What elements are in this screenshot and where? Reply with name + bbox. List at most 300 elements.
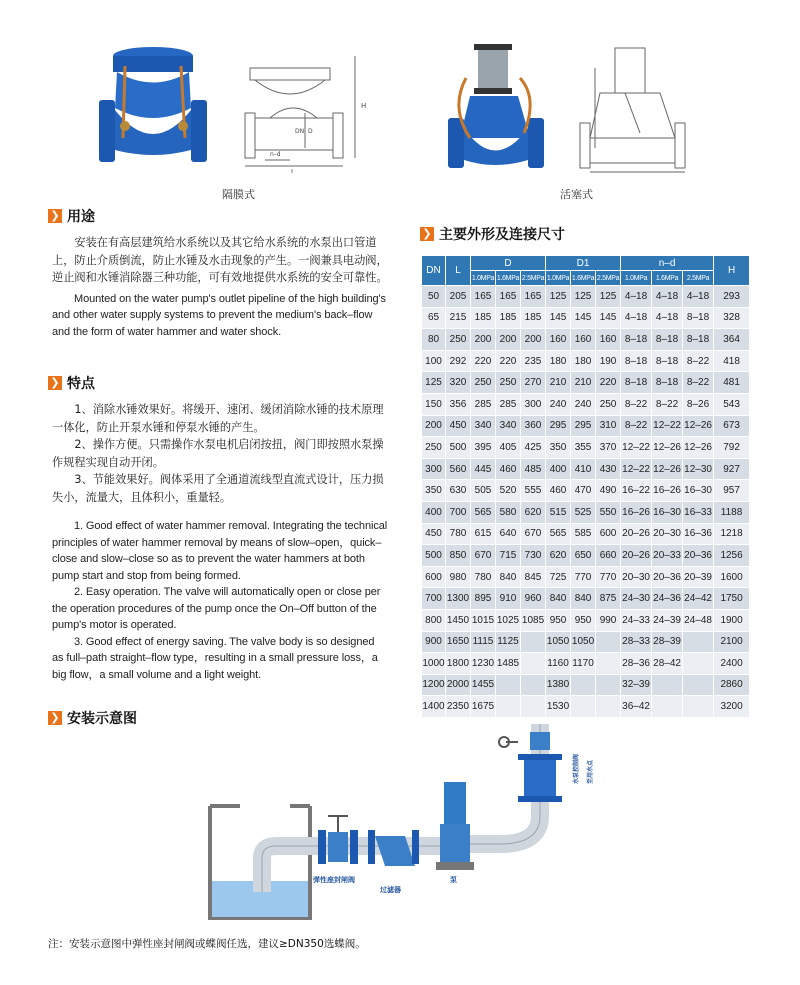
table-cell: 4–18 [621, 286, 652, 308]
table-cell: 673 [714, 415, 750, 437]
feature-en-2: 2. Easy operation. The valve will automatically open or close per the operation procedures of the pump once the On–Off button of the pump's motor is operated. [52, 586, 381, 631]
table-cell: 950 [571, 609, 596, 631]
table-cell: 28–42 [652, 653, 683, 675]
table-cell: 560 [446, 458, 471, 480]
control-valve [499, 732, 562, 802]
feature-en-1: 1. Good effect of water hammer removal. Integrating the technical principles of water hammer removal by means of slow–open，quick–close and slow–close so as to prevent the water hammers at both pump start and stop from being formed. [52, 520, 388, 582]
table-cell: 425 [521, 437, 546, 459]
table-cell: 395 [471, 437, 496, 459]
th-d1-p3: 2.5MPa [596, 271, 621, 286]
table-cell: 4–18 [621, 307, 652, 329]
table-cell: 1170 [571, 653, 596, 675]
table-cell: 1485 [496, 653, 521, 675]
table-cell: 220 [471, 350, 496, 372]
table-cell: 320 [446, 372, 471, 394]
table-cell: 2400 [714, 653, 750, 675]
dim-h-label: H [361, 102, 367, 110]
table-cell: 445 [471, 458, 496, 480]
table-cell: 20–36 [683, 545, 714, 567]
table-cell: 200 [422, 415, 446, 437]
table-cell: 250 [422, 437, 446, 459]
diaphragm-valve-drawing [245, 56, 355, 166]
table-cell [596, 674, 621, 696]
table-cell: 580 [496, 501, 521, 523]
table-cell: 895 [471, 588, 496, 610]
table-cell: 700 [446, 501, 471, 523]
table-cell: 1650 [446, 631, 471, 653]
table-cell: 180 [546, 350, 571, 372]
table-cell: 16–30 [683, 480, 714, 502]
table-cell: 4–18 [652, 307, 683, 329]
th-d1-p1: 1.0MPa [546, 271, 571, 286]
table-cell: 1455 [471, 674, 496, 696]
table-cell: 470 [571, 480, 596, 502]
table-cell: 185 [521, 307, 546, 329]
table-cell: 350 [546, 437, 571, 459]
table-cell [652, 674, 683, 696]
table-cell: 418 [714, 350, 750, 372]
table-cell: 450 [422, 523, 446, 545]
table-cell: 24–30 [621, 588, 652, 610]
table-cell: 400 [546, 458, 571, 480]
table-cell: 715 [496, 545, 521, 567]
table-cell: 20–33 [652, 545, 683, 567]
dimensions-table-wrap [421, 255, 750, 718]
th-d1-p2: 1.6MPa [571, 271, 596, 286]
table-cell: 250 [446, 329, 471, 351]
table-cell: 145 [596, 307, 621, 329]
table-cell: 200 [496, 329, 521, 351]
table-cell: 350 [422, 480, 446, 502]
piston-valve-illustration [440, 38, 700, 178]
table-cell: 400 [422, 501, 446, 523]
table-cell: 28–33 [621, 631, 652, 653]
table-cell: 165 [521, 286, 546, 308]
install-title: 安装示意图 [67, 711, 137, 727]
table-cell: 20–30 [652, 523, 683, 545]
table-cell: 145 [571, 307, 596, 329]
table-cell: 1125 [496, 631, 521, 653]
table-cell: 8–18 [621, 329, 652, 351]
table-cell: 165 [496, 286, 521, 308]
table-cell: 555 [521, 480, 546, 502]
th-nd-p2: 1.6MPa [652, 271, 683, 286]
table-cell: 2350 [446, 696, 471, 718]
table-cell: 160 [571, 329, 596, 351]
table-cell: 12–22 [621, 458, 652, 480]
table-cell: 285 [471, 393, 496, 415]
table-row [422, 286, 750, 308]
table-cell: 28–39 [652, 631, 683, 653]
features-title: 特点 [67, 376, 95, 392]
table-cell: 960 [521, 588, 546, 610]
table-cell: 1400 [422, 696, 446, 718]
table-cell [596, 631, 621, 653]
table-cell: 1675 [471, 696, 496, 718]
dimensions-heading [420, 224, 565, 244]
caption-diaphragm: 隔膜式 [222, 188, 255, 201]
table-cell: 850 [446, 545, 471, 567]
table-cell: 356 [446, 393, 471, 415]
chevron-right-icon: ❯ [48, 376, 62, 390]
table-cell: 8–18 [652, 329, 683, 351]
table-cell: 1600 [714, 566, 750, 588]
table-cell: 12–22 [621, 437, 652, 459]
table-cell: 1050 [546, 631, 571, 653]
table-cell: 36–42 [621, 696, 652, 718]
installation-diagram [200, 706, 600, 928]
table-cell: 1025 [496, 609, 521, 631]
table-cell: 640 [496, 523, 521, 545]
usage-heading [48, 206, 95, 226]
table-cell: 1115 [471, 631, 496, 653]
table-row [422, 545, 750, 567]
table-cell [596, 653, 621, 675]
table-cell: 3200 [714, 696, 750, 718]
table-cell: 780 [471, 566, 496, 588]
table-cell: 770 [571, 566, 596, 588]
table-cell: 8–22 [621, 393, 652, 415]
table-cell: 12–26 [652, 437, 683, 459]
table-cell: 1380 [546, 674, 571, 696]
usage-cn: 安装在有高层建筑给水系统以及其它给水系统的水泵出口管道上，防止介质倒流，防止水锤及水击现象的产生。一阀兼具电动阀，逆止阀和水锤消除器三种功能，可有效地提供水系统的安全可靠性。 [52, 236, 388, 284]
feature-cn-3: 3、节能效果好。阀体采用了全通道流线型直流式设计，压力损失小，流量大，且体积小，重量轻。 [52, 473, 384, 504]
table-cell: 20–26 [621, 545, 652, 567]
table-cell: 24–48 [683, 609, 714, 631]
features-text [52, 401, 388, 683]
table-cell: 1085 [521, 609, 546, 631]
diaphragm-valve-photo [99, 47, 207, 162]
table-cell: 20–26 [621, 523, 652, 545]
table-cell: 1800 [446, 653, 471, 675]
table-cell: 8–18 [683, 329, 714, 351]
table-cell: 292 [446, 350, 471, 372]
table-cell: 165 [471, 286, 496, 308]
table-row [422, 609, 750, 631]
table-cell: 8–18 [652, 372, 683, 394]
table-cell: 16–33 [683, 501, 714, 523]
table-cell: 24–36 [652, 588, 683, 610]
table-cell: 8–22 [683, 350, 714, 372]
table-row [422, 631, 750, 653]
usage-en: Mounted on the water pump's outlet pipeline of the high building's and other water supply systems to prevent the medium's back–flow and the form of water hammer and water shock. [52, 292, 386, 338]
table-cell: 840 [496, 566, 521, 588]
table-cell: 650 [571, 545, 596, 567]
table-cell: 160 [596, 329, 621, 351]
dimensions-table-body [422, 286, 750, 718]
table-cell: 700 [422, 588, 446, 610]
table-cell: 185 [471, 307, 496, 329]
table-cell: 515 [546, 501, 571, 523]
table-cell: 65 [422, 307, 446, 329]
dimensions-title: 主要外形及连接尺寸 [439, 227, 565, 243]
table-cell: 12–26 [652, 458, 683, 480]
table-cell: 460 [546, 480, 571, 502]
table-cell: 1218 [714, 523, 750, 545]
table-cell: 16–26 [652, 480, 683, 502]
table-cell: 220 [596, 372, 621, 394]
table-cell: 250 [496, 372, 521, 394]
th-d-p1: 1.0MPa [471, 271, 496, 286]
table-cell: 24–42 [683, 588, 714, 610]
table-cell: 670 [521, 523, 546, 545]
table-cell: 270 [521, 372, 546, 394]
table-cell: 12–26 [683, 437, 714, 459]
table-row [422, 393, 750, 415]
table-cell [683, 653, 714, 675]
install-heading [48, 708, 137, 728]
table-cell: 16–22 [621, 480, 652, 502]
table-cell: 875 [596, 588, 621, 610]
table-cell: 160 [546, 329, 571, 351]
chevron-right-icon: ❯ [48, 209, 62, 223]
table-cell: 32–39 [621, 674, 652, 696]
usage-title: 用途 [67, 209, 95, 225]
table-cell: 200 [471, 329, 496, 351]
table-row [422, 329, 750, 351]
table-cell: 50 [422, 286, 446, 308]
table-cell: 565 [471, 501, 496, 523]
table-cell: 250 [471, 372, 496, 394]
table-cell: 205 [446, 286, 471, 308]
table-row [422, 458, 750, 480]
table-cell: 240 [571, 393, 596, 415]
table-cell: 340 [471, 415, 496, 437]
table-cell: 355 [571, 437, 596, 459]
th-nd-p3: 2.5MPa [683, 271, 714, 286]
table-cell: 1450 [446, 609, 471, 631]
table-cell: 16–36 [683, 523, 714, 545]
table-cell: 957 [714, 480, 750, 502]
table-cell: 210 [571, 372, 596, 394]
table-row [422, 523, 750, 545]
table-cell: 328 [714, 307, 750, 329]
table-cell [683, 696, 714, 718]
table-cell: 8–18 [621, 372, 652, 394]
table-cell: 8–22 [621, 415, 652, 437]
table-cell: 8–22 [652, 393, 683, 415]
piston-valve-drawing [580, 48, 685, 172]
table-cell: 500 [422, 545, 446, 567]
table-cell: 24–33 [621, 609, 652, 631]
table-row [422, 480, 750, 502]
th-d1: D1 [546, 256, 621, 271]
table-cell: 543 [714, 393, 750, 415]
table-cell: 8–18 [621, 350, 652, 372]
table-cell: 520 [496, 480, 521, 502]
table-cell: 125 [546, 286, 571, 308]
table-row [422, 350, 750, 372]
features-heading [48, 373, 95, 393]
table-cell: 770 [596, 566, 621, 588]
table-cell: 660 [596, 545, 621, 567]
table-cell: 490 [596, 480, 621, 502]
table-cell: 240 [546, 393, 571, 415]
table-cell: 125 [571, 286, 596, 308]
table-cell: 1530 [546, 696, 571, 718]
table-cell: 8–26 [683, 393, 714, 415]
table-cell: 1050 [571, 631, 596, 653]
table-cell: 780 [446, 523, 471, 545]
table-cell: 300 [422, 458, 446, 480]
table-cell [496, 674, 521, 696]
table-cell: 235 [521, 350, 546, 372]
table-cell: 670 [471, 545, 496, 567]
table-cell: 910 [496, 588, 521, 610]
th-nd-p1: 1.0MPa [621, 271, 652, 286]
table-row [422, 588, 750, 610]
table-cell: 125 [596, 286, 621, 308]
table-row [422, 653, 750, 675]
pump [436, 782, 474, 870]
table-cell [521, 674, 546, 696]
table-cell: 630 [446, 480, 471, 502]
dim-l-label: L [291, 168, 295, 173]
diaphragm-valve-illustration [95, 38, 385, 173]
table-cell: 1200 [422, 674, 446, 696]
table-row [422, 501, 750, 523]
table-cell: 927 [714, 458, 750, 480]
label-filter: 过滤器 [380, 886, 401, 894]
table-cell: 1256 [714, 545, 750, 567]
table-cell: 585 [571, 523, 596, 545]
table-cell: 285 [496, 393, 521, 415]
table-cell: 8–18 [652, 350, 683, 372]
table-cell: 125 [422, 372, 446, 394]
table-row [422, 437, 750, 459]
table-cell: 8–18 [683, 307, 714, 329]
table-cell: 730 [521, 545, 546, 567]
caption-piston: 活塞式 [560, 188, 593, 201]
table-cell: 210 [546, 372, 571, 394]
table-cell: 1000 [422, 653, 446, 675]
table-cell: 215 [446, 307, 471, 329]
label-check-valve: 水泵控制阀 [573, 753, 580, 784]
table-cell: 295 [571, 415, 596, 437]
table-cell: 370 [596, 437, 621, 459]
table-cell: 190 [596, 350, 621, 372]
usage-text [52, 234, 388, 340]
table-row [422, 415, 750, 437]
table-cell: 360 [521, 415, 546, 437]
dimensions-table [421, 255, 750, 718]
table-cell: 600 [596, 523, 621, 545]
dim-d-label: D [308, 128, 313, 135]
table-cell: 950 [546, 609, 571, 631]
feature-cn-2: 2、操作方便。只需操作水泵电机启闭按扭，阀门即按照水泵操作规程实现自动开闭。 [52, 438, 384, 469]
table-cell: 145 [546, 307, 571, 329]
table-cell: 4–18 [683, 286, 714, 308]
table-cell: 185 [496, 307, 521, 329]
table-cell: 845 [521, 566, 546, 588]
table-cell: 150 [422, 393, 446, 415]
table-cell: 180 [571, 350, 596, 372]
table-cell: 620 [521, 501, 546, 523]
th-nd: n–d [621, 256, 714, 271]
table-cell: 220 [496, 350, 521, 372]
label-outlet: 至用水点 [587, 759, 594, 784]
table-cell: 840 [546, 588, 571, 610]
table-cell: 340 [496, 415, 521, 437]
table-cell: 310 [596, 415, 621, 437]
table-cell: 20–36 [652, 566, 683, 588]
table-cell: 525 [571, 501, 596, 523]
table-cell: 295 [546, 415, 571, 437]
table-cell: 450 [446, 415, 471, 437]
table-cell: 12–26 [683, 415, 714, 437]
table-cell: 12–30 [683, 458, 714, 480]
table-cell: 1015 [471, 609, 496, 631]
table-cell: 293 [714, 286, 750, 308]
th-d-p3: 2.5MPa [521, 271, 546, 286]
th-h: H [714, 256, 750, 286]
table-cell: 8–22 [683, 372, 714, 394]
th-dn: DN [422, 256, 446, 286]
table-cell: 2860 [714, 674, 750, 696]
table-cell: 250 [596, 393, 621, 415]
table-cell: 2100 [714, 631, 750, 653]
table-row [422, 307, 750, 329]
table-row [422, 372, 750, 394]
table-cell: 80 [422, 329, 446, 351]
table-cell: 430 [596, 458, 621, 480]
table-cell [652, 696, 683, 718]
table-cell: 1750 [714, 588, 750, 610]
table-cell [683, 631, 714, 653]
table-cell [521, 653, 546, 675]
table-cell [683, 674, 714, 696]
table-cell: 620 [546, 545, 571, 567]
table-cell [571, 674, 596, 696]
table-cell: 725 [546, 566, 571, 588]
table-cell: 900 [422, 631, 446, 653]
table-row [422, 674, 750, 696]
chevron-right-icon: ❯ [420, 227, 434, 241]
th-d-p2: 1.6MPa [496, 271, 521, 286]
table-cell: 28–36 [621, 653, 652, 675]
th-d: D [471, 256, 546, 271]
table-cell: 615 [471, 523, 496, 545]
table-cell: 485 [521, 458, 546, 480]
table-cell: 600 [422, 566, 446, 588]
table-cell: 460 [496, 458, 521, 480]
table-cell: 1230 [471, 653, 496, 675]
table-cell: 24–39 [652, 609, 683, 631]
table-cell: 1900 [714, 609, 750, 631]
table-cell: 4–18 [652, 286, 683, 308]
table-cell: 300 [521, 393, 546, 415]
table-cell: 200 [521, 329, 546, 351]
table-cell: 1300 [446, 588, 471, 610]
table-cell: 2000 [446, 674, 471, 696]
table-cell: 20–30 [621, 566, 652, 588]
feature-en-3: 3. Good effect of energy saving. The valve body is so designed as full–path straight–flow type，resulting in a small pressure loss，a big flow，a small volume and a light weight. [52, 635, 378, 681]
table-cell: 980 [446, 566, 471, 588]
piston-valve-photo [448, 44, 544, 168]
table-cell [521, 631, 546, 653]
dim-nd-label: n–d [270, 151, 281, 158]
table-cell: 505 [471, 480, 496, 502]
table-cell: 20–39 [683, 566, 714, 588]
table-cell: 410 [571, 458, 596, 480]
table-cell: 550 [596, 501, 621, 523]
table-cell: 500 [446, 437, 471, 459]
table-cell: 565 [546, 523, 571, 545]
footnote: 注：安装示意图中弹性座封闸阀或蝶阀任选，建议≥DN350选蝶阀。 [48, 938, 366, 950]
label-gate-valve: 弹性座封闸阀 [313, 876, 355, 884]
gate-valve [318, 816, 358, 864]
table-cell: 1160 [546, 653, 571, 675]
